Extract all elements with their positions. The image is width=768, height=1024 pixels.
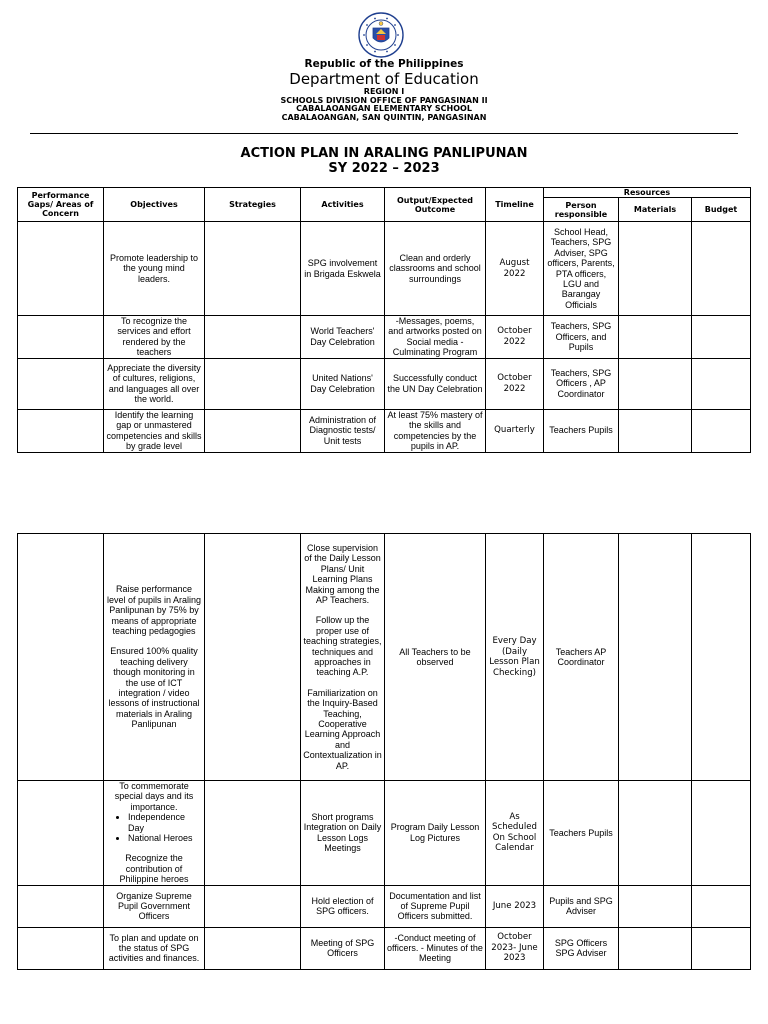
- header-timeline: Timeline: [486, 188, 544, 222]
- timeline-cell: As Scheduled On School Calendar: [486, 781, 544, 886]
- header-person: Person responsible: [544, 198, 619, 222]
- table-row: [18, 927, 751, 969]
- document-title: [0, 146, 768, 176]
- output-cell: Successfully conduct the UN Day Celebration: [385, 358, 486, 409]
- action-plan-table-page-2: [17, 533, 751, 970]
- person-cell: Pupils and SPG Adviser: [544, 885, 619, 927]
- objective-paragraph: To commemorate special days and its importance.: [114, 781, 194, 812]
- header-output: Output/Expected Outcome: [385, 188, 486, 222]
- list-item: • National Heroes: [128, 833, 202, 843]
- header-materials: Materials: [619, 198, 692, 222]
- timeline-cell: October 2022: [486, 316, 544, 359]
- address-block: [0, 88, 768, 122]
- header-objectives: Objectives: [104, 188, 205, 222]
- objectives-cell: Promote leadership to the young mind leaders.: [104, 222, 205, 316]
- timeline-cell: October 2022: [486, 358, 544, 409]
- title-line-1: ACTION PLAN IN ARALING PANLIPUNAN: [240, 146, 528, 161]
- timeline-cell: August 2022: [486, 222, 544, 316]
- output-cell: Clean and orderly classrooms and school surroundings: [385, 222, 486, 316]
- timeline-cell: October 2023- June 2023: [486, 927, 544, 969]
- objective-paragraph: Ensured 100% quality teaching delivery though monitoring in the use of ICT integration / video lessons of instructional materials in Araling Panlipunan: [108, 646, 200, 730]
- header-gaps: Performance Gaps/ Areas of Concern: [18, 188, 104, 222]
- table-row: [18, 781, 751, 886]
- activities-cell: SPG involvement in Brigada Eskwela: [301, 222, 385, 316]
- objectives-cell: [104, 781, 205, 886]
- objectives-cell: [104, 534, 205, 781]
- activities-cell: Administration of Diagnostic tests/ Unit tests: [301, 409, 385, 452]
- department-name: Department of Education: [289, 70, 479, 88]
- output-cell: At least 75% mastery of the skills and competencies by the pupils in AP.: [385, 409, 486, 452]
- header-strategies: Strategies: [205, 188, 301, 222]
- output-cell: Program Daily Lesson Log Pictures: [385, 781, 486, 886]
- title-line-2: SY 2022 – 2023: [328, 161, 440, 176]
- table-row: [18, 885, 751, 927]
- objective-paragraph: Recognize the contribution of Philippine heroes: [119, 853, 189, 885]
- person-cell: Teachers, SPG Officers , AP Coordinator: [544, 358, 619, 409]
- activities-cell: [301, 534, 385, 781]
- timeline-cell: Quarterly: [486, 409, 544, 452]
- table-row: [18, 222, 751, 316]
- table-row: [18, 358, 751, 409]
- objectives-cell: Organize Supreme Pupil Government Officers: [104, 885, 205, 927]
- region-line: REGION I: [363, 87, 405, 96]
- activity-paragraph: Close supervision of the Daily Lesson Plans/ Unit Learning Plans Making among the AP Teachers.: [304, 542, 381, 605]
- output-cell: Documentation and list of Supreme Pupil Officers submitted.: [385, 885, 486, 927]
- table-row: [18, 534, 751, 781]
- deped-seal-logo: [358, 12, 404, 58]
- division-line: SCHOOLS DIVISION OFFICE OF PANGASINAN II: [280, 95, 488, 105]
- activities-cell: Hold election of SPG officers.: [301, 885, 385, 927]
- header-budget: Budget: [692, 198, 751, 222]
- output-cell: -Conduct meeting of officers. - Minutes of the Meeting: [385, 927, 486, 969]
- activity-paragraph: Familiarization on the Inquiry-Based Teaching, Cooperative Learning Approach and Contextualization in AP.: [303, 687, 382, 771]
- list-item: • Independence Day: [128, 812, 202, 833]
- header-divider: [30, 133, 738, 134]
- activities-cell: World Teachers' Day Celebration: [301, 316, 385, 359]
- person-cell: Teachers Pupils: [544, 781, 619, 886]
- person-cell: SPG Officers SPG Adviser: [544, 927, 619, 969]
- activities-cell: Meeting of SPG Officers: [301, 927, 385, 969]
- table-row: [18, 316, 751, 359]
- output-cell: All Teachers to be observed: [385, 534, 486, 781]
- activities-cell: United Nations' Day Celebration: [301, 358, 385, 409]
- header-resources: Resources: [544, 188, 751, 198]
- objectives-cell: To recognize the services and effort rendered by the teachers: [104, 316, 205, 359]
- action-plan-table-page-1: [17, 187, 751, 453]
- address-line: CABALAOANGAN, SAN QUINTIN, PANGASINAN: [281, 112, 487, 122]
- person-cell: Teachers, SPG Officers, and Pupils: [544, 316, 619, 359]
- school-line: CABALAOANGAN ELEMENTARY SCHOOL: [296, 104, 472, 114]
- republic-line: Republic of the Philippines: [304, 58, 464, 70]
- objectives-cell: Appreciate the diversity of cultures, religions, and languages all over the world.: [104, 358, 205, 409]
- output-cell: -Messages, poems, and artworks posted on Social media -Culminating Program: [385, 316, 486, 359]
- table-row: [18, 409, 751, 452]
- objectives-cell: To plan and update on the status of SPG activities and finances.: [104, 927, 205, 969]
- activity-paragraph: Follow up the proper use of teaching strategies, techniques and approaches in teaching A.P.: [303, 615, 382, 678]
- timeline-cell: Every Day (Daily Lesson Plan Checking): [486, 534, 544, 781]
- person-cell: Teachers AP Coordinator: [544, 534, 619, 781]
- activities-cell: Short programs Integration on Daily Lesson Logs Meetings: [301, 781, 385, 886]
- timeline-cell: June 2023: [486, 885, 544, 927]
- header-activities: Activities: [301, 188, 385, 222]
- special-days-list: [106, 812, 202, 843]
- person-cell: School Head, Teachers, SPG Adviser, SPG officers, Parents, PTA officers, LGU and Barangay Officials: [544, 222, 619, 316]
- person-cell: Teachers Pupils: [544, 409, 619, 452]
- objectives-cell: Identify the learning gap or unmastered competencies and skills by grade level: [104, 409, 205, 452]
- objective-paragraph: Raise performance level of pupils in Araling Panlipunan by 75% by means of appropriate teaching pedagogies: [106, 584, 202, 636]
